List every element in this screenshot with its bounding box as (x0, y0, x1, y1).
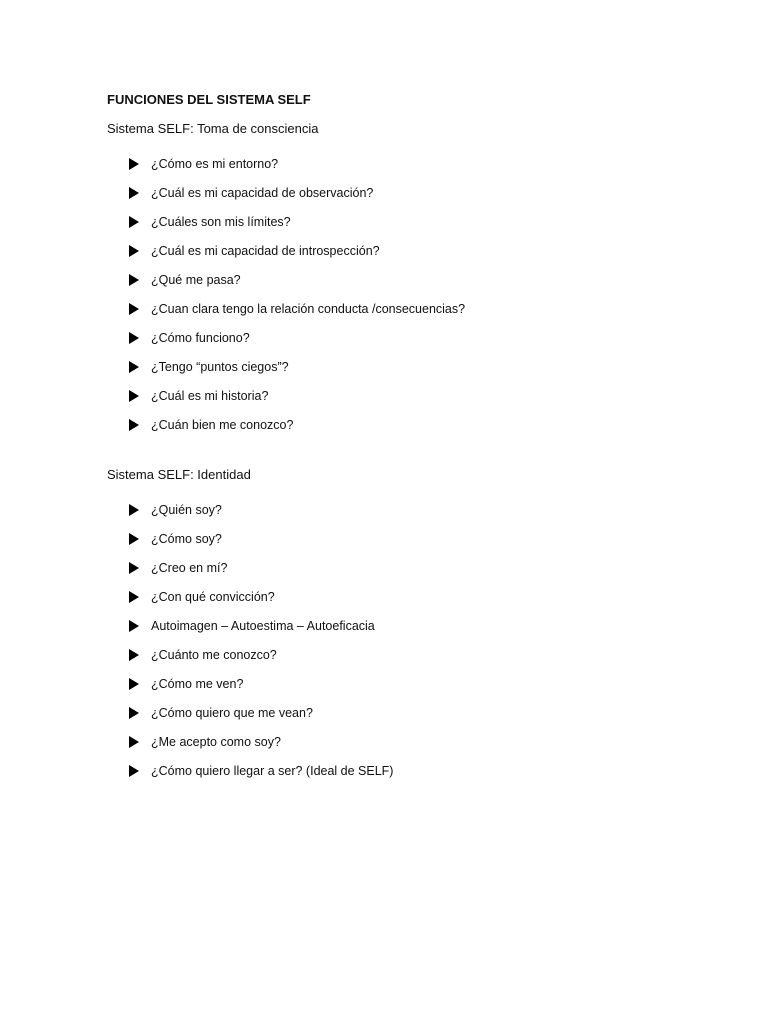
triangle-bullet-icon (129, 187, 139, 199)
list-item-text: ¿Cuál es mi capacidad de observación? (151, 185, 374, 200)
list-item (129, 178, 768, 207)
triangle-bullet-icon (129, 707, 139, 719)
triangle-bullet-icon (129, 533, 139, 545)
question-list (107, 495, 768, 785)
list-item (129, 611, 768, 640)
list-item-text: ¿Cómo me ven? (151, 676, 244, 691)
list-item (129, 640, 768, 669)
section-spacer (107, 439, 768, 466)
list-item (129, 410, 768, 439)
list-item-text: ¿Cómo soy? (151, 531, 222, 546)
triangle-bullet-icon (129, 620, 139, 632)
section-heading: Sistema SELF: Toma de consciencia (107, 121, 319, 136)
triangle-bullet-icon (129, 274, 139, 286)
triangle-bullet-icon (129, 562, 139, 574)
triangle-bullet-icon (129, 245, 139, 257)
triangle-bullet-icon (129, 390, 139, 402)
list-item-text: ¿Creo en mí? (151, 560, 228, 575)
list-item (129, 381, 768, 410)
list-item (129, 149, 768, 178)
list-item (129, 265, 768, 294)
triangle-bullet-icon (129, 419, 139, 431)
list-item (129, 669, 768, 698)
list-item-text: ¿Cuál es mi capacidad de introspección? (151, 243, 380, 258)
list-item-text: ¿Qué me pasa? (151, 272, 241, 287)
list-item-text: ¿Cuán bien me conozco? (151, 417, 294, 432)
list-item-text: ¿Tengo “puntos ciegos”? (151, 359, 289, 374)
triangle-bullet-icon (129, 736, 139, 748)
list-item-text: ¿Quién soy? (151, 502, 222, 517)
triangle-bullet-icon (129, 649, 139, 661)
question-list (107, 149, 768, 439)
list-item (129, 727, 768, 756)
triangle-bullet-icon (129, 216, 139, 228)
list-item (129, 236, 768, 265)
list-item-text: ¿Cuál es mi historia? (151, 388, 269, 403)
list-item (129, 756, 768, 785)
list-item (129, 582, 768, 611)
list-item-text: ¿Cuánto me conozco? (151, 647, 277, 662)
triangle-bullet-icon (129, 591, 139, 603)
list-item-text: ¿Con qué convicción? (151, 589, 275, 604)
section-identidad (107, 466, 768, 785)
triangle-bullet-icon (129, 303, 139, 315)
list-item (129, 323, 768, 352)
list-item-text: ¿Me acepto como soy? (151, 734, 281, 749)
section-heading: Sistema SELF: Identidad (107, 467, 251, 482)
triangle-bullet-icon (129, 361, 139, 373)
list-item-text: ¿Cuan clara tengo la relación conducta /consecuencias? (151, 301, 466, 316)
list-item (129, 698, 768, 727)
list-item (129, 207, 768, 236)
list-item-text: ¿Cómo es mi entorno? (151, 156, 279, 171)
list-item (129, 553, 768, 582)
triangle-bullet-icon (129, 332, 139, 344)
list-item-text: Autoimagen – Autoestima – Autoeficacia (151, 618, 375, 633)
list-item (129, 495, 768, 524)
triangle-bullet-icon (129, 158, 139, 170)
list-item (129, 352, 768, 381)
section-toma-de-consciencia (107, 120, 768, 439)
document-title: FUNCIONES DEL SISTEMA SELF (107, 92, 311, 107)
list-item-text: ¿Cómo quiero llegar a ser? (Ideal de SELF) (151, 763, 394, 778)
list-item (129, 294, 768, 323)
list-item-text: ¿Cuáles son mis límites? (151, 214, 291, 229)
triangle-bullet-icon (129, 765, 139, 777)
list-item-text: ¿Cómo quiero que me vean? (151, 705, 313, 720)
triangle-bullet-icon (129, 504, 139, 516)
triangle-bullet-icon (129, 678, 139, 690)
list-item (129, 524, 768, 553)
list-item-text: ¿Cómo funciono? (151, 330, 250, 345)
